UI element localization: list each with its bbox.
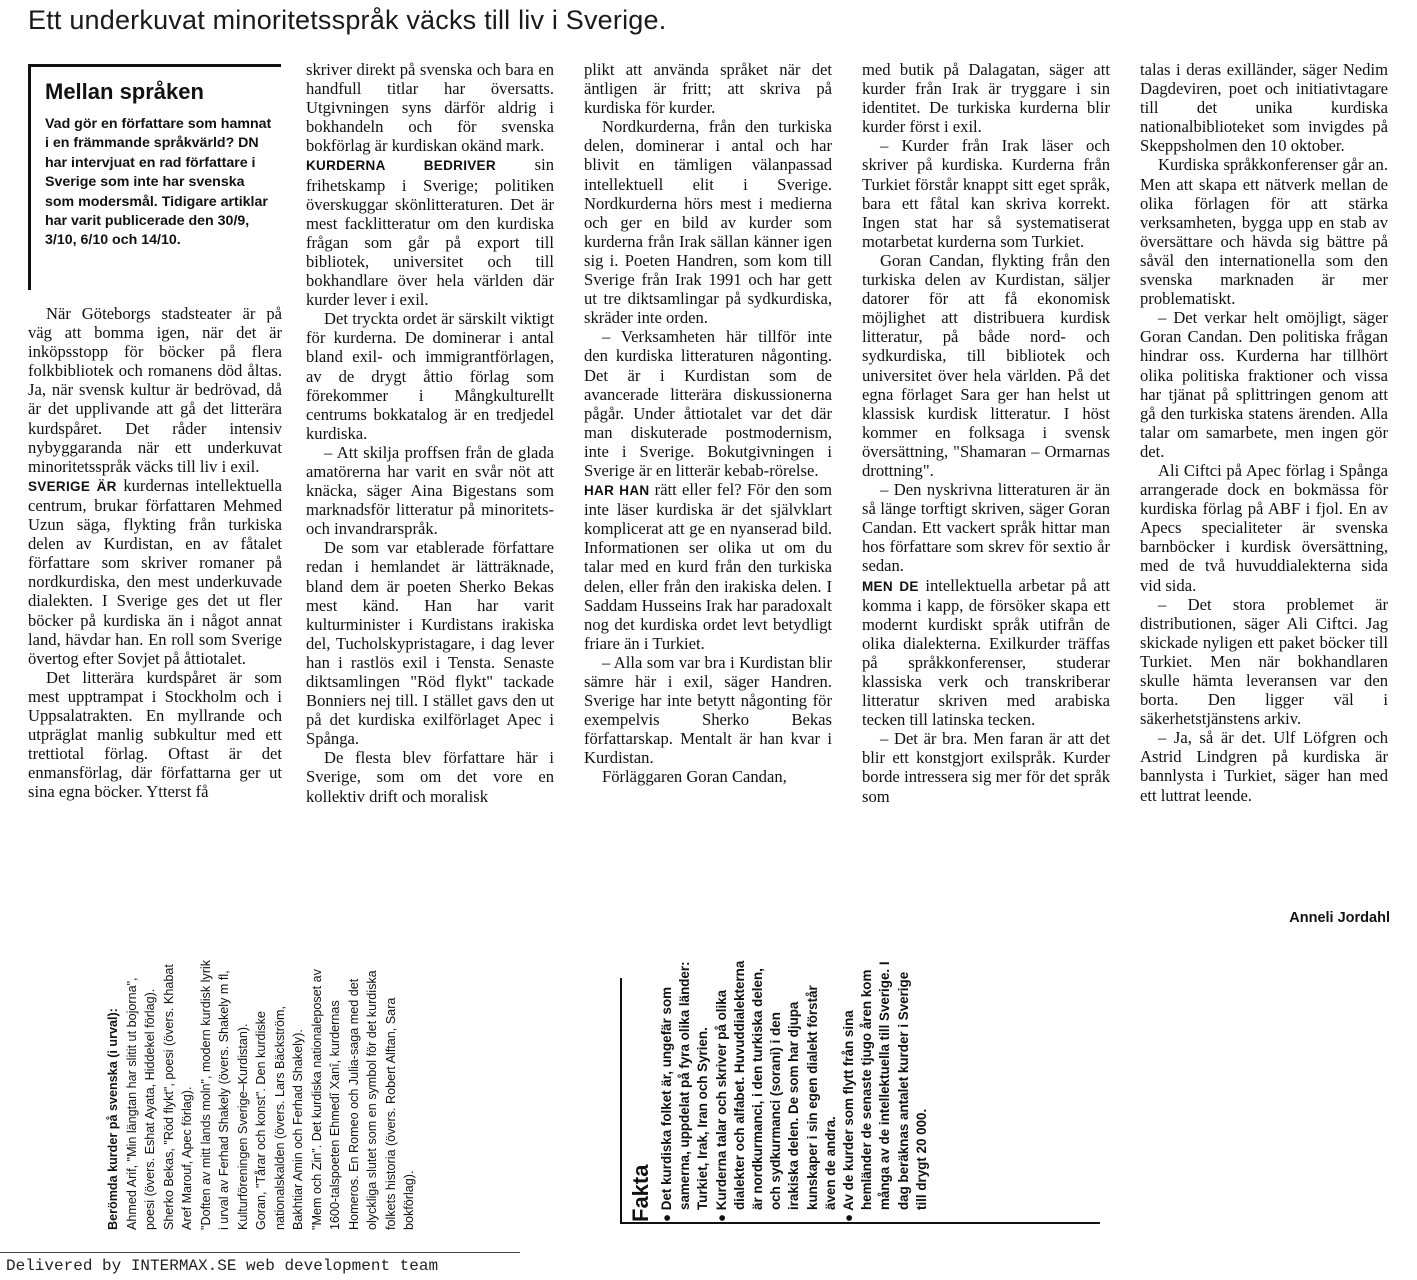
fakta-text: Kurderna talar och skriver på olika dialekter och alfabet. Huvuddialekterna är nordkurmanci, i den turkiska delen, och sydkurmanci (sorani) i den irakiska delen. De som har djupa kunskaper i sin egen dialekt förstår även de andra. (713, 960, 838, 1211)
book-item: "Mem och Zin". Det kurdiska nationaleposet av 1600-talspoeten Ehmedî Xanî, kurdernas Homeros. En Romeo och Julia-saga med det olyckliga slutet som en symbol för det kurdiska folkets historia (övers. Robert Alftan, Sara bokförlag). (309, 969, 416, 1230)
paragraph-text: – Ja, så är det. Ulf Löfgren och Astrid Lindgren på kurdiska är bannlysta i Turkiet, säger han med ett luttrat leende. (1140, 728, 1388, 805)
article-column-3 (584, 60, 832, 940)
fakta-item (658, 960, 713, 1222)
paragraph-text: – Det är bra. Men faran är att det blir ett konstgjort exilspråk. Kurder borde intressera sig mer för det språk som (862, 729, 1110, 806)
book-item: Sherko Bekas, "Röd flykt", poesi (övers. Khabat Aref Marouf, Apec förlag). (161, 964, 194, 1230)
paragraph-text: intellektuella arbetar på att komma i kapp, de försöker skapa ett modernt kurdiskt språk utifrån de olika dialekterna. Exilkurder träffas på språkkonferenser, studerar klassiska verk och transkriberar litteratur skriven med arabiska tecken till latinska tecken. (862, 575, 1110, 730)
fakta-item (713, 960, 840, 1222)
fakta-title: Fakta (628, 1164, 653, 1222)
book-item: Ahmed Arif, "Min längtan har slitit ut bojorna", poesi (övers. Eshat Ayata, Hiddekel förlag). (124, 977, 157, 1230)
article-paragraph (306, 155, 554, 309)
article-column-5 (1140, 60, 1388, 910)
bullet-icon: ● (841, 1210, 857, 1222)
article-paragraph (584, 117, 832, 327)
article-paragraph (862, 136, 1110, 251)
article-paragraph (584, 767, 832, 786)
article-column-4 (862, 60, 1110, 940)
article-paragraph (862, 480, 1110, 575)
article-paragraph (1140, 308, 1388, 461)
paragraph-text: De som var etablerade författare redan i hemlandet är lätträknade, bland dem är poeten Sherko Bekas mest känd. Han har varit kulturminister i Kurdistans irakiska del, Tucholskypristagare, i dag lever han i rastlös exil i Tensta. Senaste diktsamlingen "Röd flykt" tackade Bonniers nej till. I stället gavs den ut på det kurdiska exilförlaget Apec i Spånga. (306, 538, 554, 749)
paragraph-text: kurdernas intellektuella centrum, brukar författaren Mehmed Uzun säga, flykting från turkiska delen av Kurdistan, en av fåtalet författare som skriver romaner på nordkurdiska, den mest underkuvade dialekten. I Sverige ges det ut fler böcker på kurdiska än i något annat land, hävdar han. En roll som Sverige övertog efter Sovjet på åttiotalet. (28, 475, 282, 668)
books-heading: Berömda kurder på svenska (i urval): (106, 1008, 120, 1230)
paragraph-text: plikt att använda språket när det äntligen är fritt; att skriva på kurdiska för kurder. (584, 60, 832, 118)
paragraph-text: – Det stora problemet är distributionen, säger Ali Ciftci. Jag skickade nyligen ett paket böcker till Turkiet. Men när bokhandlaren skulle hämta leveransen var den borta. Den ligger väl i säkerhetstjänstens arkiv. (1140, 594, 1388, 729)
paragraph-text: De flesta blev författare här i Sverige, som om det vore en kollektiv drift och moralisk (306, 748, 554, 806)
article-paragraph (306, 748, 554, 805)
article-paragraph (584, 327, 832, 480)
byline: Anneli Jordahl (1289, 910, 1390, 926)
sidebar-box (28, 64, 281, 290)
books-box (104, 960, 564, 1230)
paragraph-text: När Göteborgs stadsteater är på väg att bomma igen, när det är inköpsstopp för böcker på flera folkbibliotek och romanens död åltas. Ja, när svensk kultur är bedrövad, då är det upplivande att gå det litterära kurdspåret. Det råder intensiv nybyggaranda när ett underkuvat minoritetsspråk väcks till liv i exil. (28, 304, 282, 476)
article-paragraph (1140, 595, 1388, 729)
article-column-2 (306, 60, 554, 940)
paragraph-text: Ali Ciftci på Apec förlag i Spånga arrangerade dock en bokmässa för kurdiska förlag på ABF i fjol. En av Apecs specialiteter är svenska barnböcker i kurdisk översättning, med de två huvuddialekterna sida vid sida. (1140, 460, 1388, 595)
paragraph-text: skriver direkt på svenska och bara en handfull titlar har översatts. Utgivningen syns därför aldrig i bokhandeln och för svenska bokförlag är kurdiskan okänd mark. (306, 60, 554, 156)
paragraph-lead: MEN DE (862, 578, 919, 594)
paragraph-text: – Att skilja proffsen från de glada amatörerna har varit en svår nöt att knäcka, säger Aina Bigestans som marknadsför litteratur på minoritets- och invandrarspråk. (306, 442, 554, 539)
article-paragraph (28, 304, 282, 476)
article-paragraph (584, 60, 832, 117)
fakta-border-left (620, 978, 622, 1224)
article-paragraph (1140, 728, 1388, 804)
footer-credit: Delivered by INTERMAX.SE web development team (0, 1252, 520, 1276)
paragraph-text: – Det verkar helt omöjligt, säger Goran Candan. Den politiska frågan hindrar oss. Kurderna har tillhört olika politiska fraktioner och vissa har tjänat på splittringen genom att gå den turkiska statens ärenden. Alla talar om samarbete, men ingen gör det. (1140, 308, 1388, 461)
bullet-icon: ● (659, 1210, 674, 1222)
article-paragraph (28, 668, 282, 802)
article-paragraph (1140, 461, 1388, 595)
headline: Ett underkuvat minoritetsspråk väcks till liv i Sverige. (28, 5, 667, 35)
paragraph-text: – Verksamheten här tillför inte den kurdiska litteraturen någonting. Det är i Kurdistan som de avancerade litterära diskussionerna pågår. Under åttiotalet var det där man diskuterade postmodernism, inte i Sverige. Bokutgivningen i Sverige är en litterär kebab-rörelse. (584, 327, 832, 480)
paragraph-lead: HAR HAN (584, 483, 650, 499)
paragraph-text: talas i deras exilländer, säger Nedim Dagdeviren, poet och initiativtagare till det unika kurdiska nationalbiblioteket som invigdes på Skeppsholmen den 10 oktober. (1140, 60, 1388, 156)
article-paragraph (306, 309, 554, 443)
paragraph-lead: SVERIGE ÄR (28, 478, 117, 494)
article-paragraph (862, 60, 1110, 136)
article-column-1 (28, 304, 282, 944)
book-item: "Doften av mitt lands moln", modern kurdisk lyrik i urval av Ferhad Shakely (övers. Shakely m fl, Kulturföreningen Sverige–Kurdistan). (198, 960, 250, 1230)
paragraph-text: – Den nyskrivna litteraturen är än så länge torftigt skriven, säger Goran Candan. Ett vackert språk hittar man hos författare som skrev för sextio år sedan. (862, 480, 1110, 576)
fakta-item (840, 960, 931, 1222)
paragraph-text: sin frihetskamp i Sverige; politiken överskuggar skönlitteraturen. Det är mest facklitteratur om den kurdiska frågan som går på export till bibliotek, universitet och till bokhandlare över hela världen där kurder lever i exil. (306, 155, 554, 310)
fakta-box (628, 960, 1098, 1222)
paragraph-text: med butik på Dalagatan, säger att kurder från Irak är tryggare i sin identitet. De turkiska kurderna blir kurder först i exil. (862, 60, 1110, 137)
paragraph-text: Nordkurderna, från den turkiska delen, dominerar i antal och har blivit en tämligen välanpassad intellektuell elit i Sverige. Nordkurderna hörs mest i medierna och ger en bild av kurder som kurderna från Irak sällan känner igen sig i. Poeten Handren, som kom till Sverige från Irak 1991 och har gett ut tre diktsamlingar på sydkurdiska, skräder inte orden. (584, 117, 832, 328)
bullet-icon: ● (713, 1210, 729, 1222)
paragraph-text: – Kurder från Irak läser och skriver på kurdiska. Kurderna från Turkiet förstår knappt sitt eget språk, bara ett fåtal kan skriva korrekt. Ingen stat har så systematiserat motarbetat kurderna som Turkiet. (862, 136, 1110, 251)
fakta-text: Det kurdiska folket är, ungefär som samerna, uppdelat på fyra olika länder: Turkiet, Irak, Iran och Syrien. (659, 961, 711, 1211)
paragraph-text: rätt eller fel? För den som inte läser kurdiska är det självklart komplicerat att ge en nyanserad bild. Informationen ser olika ut om du talar med en kurd från den turkiska delen, eller från den irakiska delen. I Saddam Husseins Irak har paradoxalt nog det kurdiska ordet levt betydligt friare än i Turkiet. (584, 480, 832, 653)
paragraph-text: Kurdiska språkkonferenser går an. Men att skapa ett nätverk mellan de olika förlagen för att stärka verksamheten, bygga upp en stab av översättare och hävda sig bättre på såväl den internationella som den svenska marknaden är mer problematiskt. (1140, 155, 1388, 309)
article-paragraph (584, 653, 832, 768)
article-paragraph (306, 60, 554, 155)
article-paragraph (862, 251, 1110, 480)
paragraph-text: Det litterära kurdspåret är som mest upptrampat i Stockholm och i Uppsalatrakten. En myllrande och utpräglat manlig subkultur med ett trettiotal förlag. Oftast är det enmansförlag, där författarna ger ut sina egna böcker. Ytterst få (28, 667, 282, 802)
sidebar-body: Vad gör en författare som hamnat i en främmande språkvärld? DN har intervjuat en rad författare i Sverige som inte har svenska som modersmål. Tidigare artiklar har varit publicerade den 30/9, 3/10, 6/10 och 14/10. (45, 116, 272, 249)
article-paragraph (28, 476, 282, 668)
article-paragraph (1140, 60, 1388, 155)
article-paragraph (306, 538, 554, 748)
article-paragraph (306, 443, 554, 538)
paragraph-text: Det tryckta ordet är särskilt viktigt för kurderna. De dominerar i antal bland exil- och immigrantförlagen, av de drygt åttio förlag som förekommer i Mångkulturellt centrums bokkatalog är en tredjedel kurdiska. (306, 309, 554, 443)
article-paragraph (1140, 155, 1388, 308)
paragraph-text: Förläggaren Goran Candan, (602, 767, 787, 787)
paragraph-lead: KURDERNA BEDRIVER (306, 158, 496, 174)
article-paragraph (862, 576, 1110, 730)
fakta-text: Av de kurder som flytt från sina hemländer de senaste tjugo åren kom många av de intellektuella till Sverige. I dag beräknas antalet kurder i Sverige till drygt 20 000. (841, 961, 929, 1211)
paragraph-text: – Alla som var bra i Kurdistan blir sämre här i exil, säger Handren. Sverige har inte betytt någonting för exempelvis Sherko Bekas författarskap. Mentalt är han kvar i Kurdistan. (584, 652, 832, 768)
fakta-border-bottom (620, 1222, 1100, 1224)
article-paragraph (584, 480, 832, 653)
paragraph-text: Goran Candan, flykting från den turkiska delen av Kurdistan, säljer datorer för att få ekonomisk möjlighet att distribuera kurdisk litteratur, på både nord- och sydkurdiska, till bibliotek och universitet över hela världen. På det egna förlaget Sara ger han helst ut klassisk kurdisk litteratur. I höst kommer en folksaga i svensk översättning, "Shamaran – Ormarnas drottning". (862, 250, 1110, 480)
book-item: Goran, "Tårar och konst". Den kurdiske nationalskalden (övers. Lars Bäckström, Bakhtiar Amin och Ferhad Shakely). (254, 1006, 305, 1230)
article-paragraph (862, 729, 1110, 805)
sidebar-title: Mellan språken (45, 79, 204, 104)
